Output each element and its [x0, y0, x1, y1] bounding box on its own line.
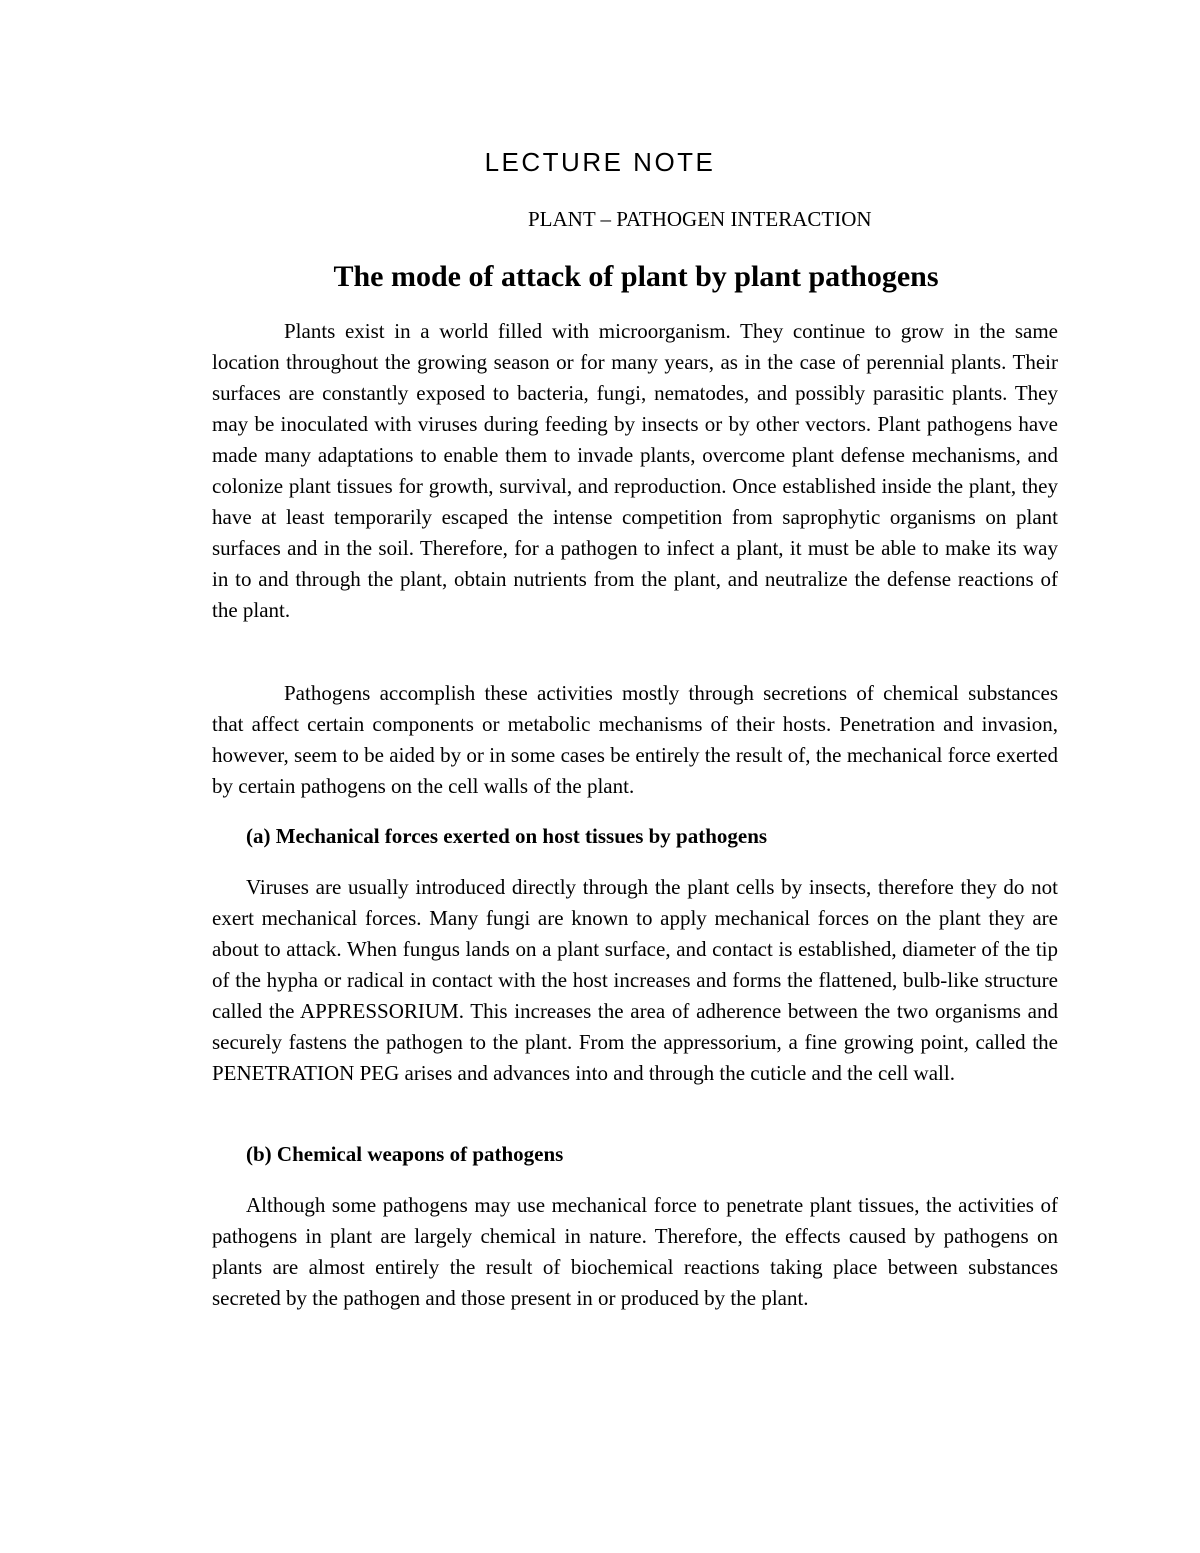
intro-paragraph: Plants exist in a world filled with microorganism. They continue to grow in the same location throughout the growing season or for many years, as in the case of perennial plants. Their surfaces are constantly exposed to bacteria, fungi, nematodes, and possibly parasitic plants. They may be inoculated with viruses during feeding by insects or by other vectors. Plant pathogens have made many adaptations to enable them to invade plants, overcome plant defense mechanisms, and colonize plant tissues for growth, survival, and reproduction. Once established inside the plant, they have at least temporarily escaped the intense competition from saprophytic organisms on plant surfaces and in the soil. Therefore, for a pathogen to infect a plant, it must be able to make its way in to and through the plant, obtain nutrients from the plant, and neutralize the defense reactions of the plant. — [212, 319, 1058, 622]
section-b-heading: (b) Chemical weapons of pathogens — [246, 1142, 564, 1166]
section-b-paragraph: Although some pathogens may use mechanical force to penetrate plant tissues, the activities of pathogens in plant are largely chemical in nature. Therefore, the effects caused by pathogens on plants are almost entirely the result of biochemical reactions taking place between substances secreted by the pathogen and those present in or produced by the plant. — [212, 1193, 1058, 1310]
document-subtitle: PLANT – PATHOGEN INTERACTION — [528, 207, 872, 231]
second-paragraph: Pathogens accomplish these activities mostly through secretions of chemical substances that affect certain components or metabolic mechanisms of their hosts. Penetration and invasion, however, seem to be aided by or in some cases be entirely the result of, the mechanical force exerted by certain pathogens on the cell walls of the plant. — [212, 681, 1058, 798]
document-title: The mode of attack of plant by plant pathogens — [333, 260, 939, 293]
section-a-heading: (a) Mechanical forces exerted on host tissues by pathogens — [246, 824, 768, 848]
section-a-paragraph: Viruses are usually introduced directly through the plant cells by insects, therefore they do not exert mechanical forces. Many fungi are known to apply mechanical forces on the plant they are about to attack. When fungus lands on a plant surface, and contact is established, diameter of the tip of the hypha or radical in contact with the host increases and forms the flattened, bulb-like structure called the APPRESSORIUM. This increases the area of adherence between the two organisms and securely fastens the pathogen to the plant. From the appressorium, a fine growing point, called the PENETRATION PEG arises and advances into and through the cuticle and the cell wall. — [212, 875, 1058, 1085]
document-label: LECTURE NOTE — [484, 147, 716, 177]
